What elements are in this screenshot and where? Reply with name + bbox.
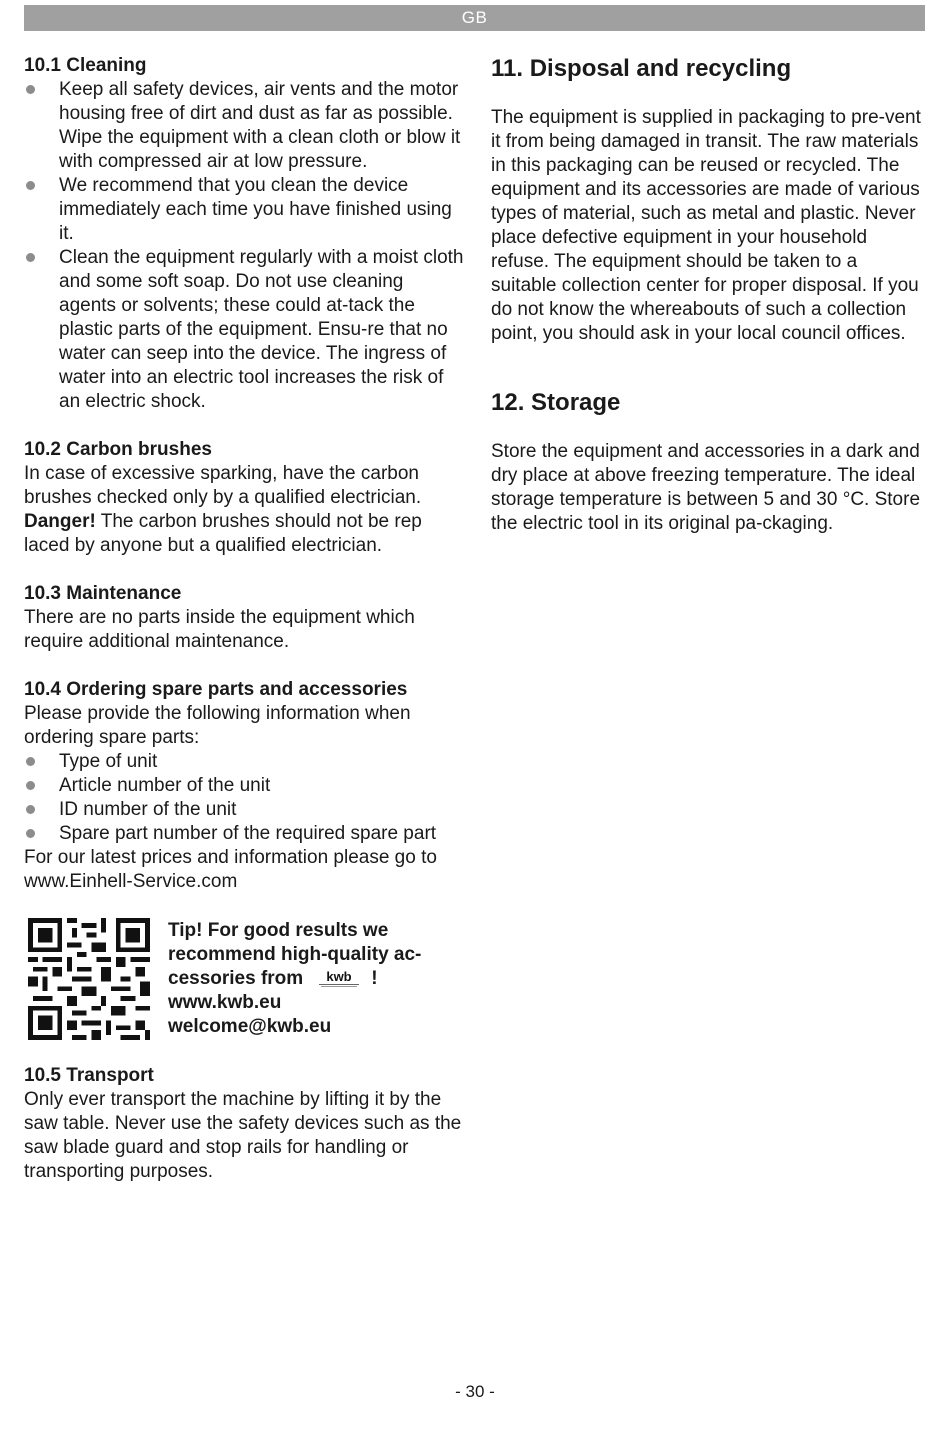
- maintenance-text: There are no parts inside the equipment which require additional maintenance.: [24, 607, 415, 652]
- list-item: Article number of the unit: [24, 774, 464, 798]
- kwb-logo-icon: [317, 969, 361, 989]
- list-item: ID number of the unit: [24, 798, 464, 822]
- service-link[interactable]: www.Einhell-Service.com: [24, 871, 238, 892]
- tip-block: [24, 918, 464, 1040]
- transport-text: Only ever transport the machine by lifting it by the saw table. Never use the safety devices such as the saw blade guard and stop rails for handling or transporting purposes.: [24, 1089, 462, 1182]
- list-item: Type of unit: [24, 750, 464, 774]
- list-item: Keep all safety devices, air vents and the motor housing free of dirt and dust as far as possible. Wipe the equipment with a clean cloth or blow it with compressed air at low pressure.: [24, 78, 464, 174]
- tip-line-end: !: [371, 968, 378, 989]
- ordering-list: [24, 750, 464, 846]
- cleaning-section: [24, 54, 464, 414]
- storage-text: Store the equipment and accessories in a dark and dry place at above freezing temperature. The ideal storage temperature is between 5 and 30 °C. Store the electric tool in its original pa-ckaging.: [491, 441, 921, 534]
- right-column: [491, 54, 923, 560]
- cleaning-heading: 10.1 Cleaning: [24, 55, 147, 76]
- disposal-text: The equipment is supplied in packaging to pre-vent it from being damaged in transit. The raw materials in this packaging can be reused or recycled. The equipment and its accessories are made of various types of material, such as metal and plastic. Never place defective equipment in your household refuse. The equipment should be taken to a suitable collection center for proper disposal. If you do not know the whereabouts of such a collection point, you should ask in your local council offices.: [491, 107, 921, 344]
- ordering-outro: For our latest prices and information please go to: [24, 847, 437, 868]
- tip-line: recommend high-quality ac-: [168, 944, 422, 965]
- tip-line-text: cessories from: [168, 968, 304, 989]
- storage-section: [491, 388, 923, 536]
- kwb-url-link[interactable]: www.kwb.eu: [168, 992, 282, 1013]
- kwb-logo-text: kwb: [326, 968, 352, 984]
- tip-line: Tip! For good results we: [168, 920, 389, 941]
- cleaning-list: [24, 78, 464, 414]
- list-item: Spare part number of the required spare part: [24, 822, 464, 846]
- danger-text: The carbon brushes should not be rep laced by anyone but a qualified electrician.: [24, 511, 422, 556]
- ordering-section: [24, 678, 464, 894]
- qr-code-icon[interactable]: [28, 918, 150, 1040]
- carbon-brushes-body: In case of excessive sparking, have the carbon brushes checked only by a qualified electrician.: [24, 463, 422, 508]
- tip-line: [168, 967, 421, 991]
- left-column: [24, 54, 464, 1208]
- storage-heading: 12. Storage: [491, 389, 621, 416]
- danger-label: Danger!: [24, 511, 96, 532]
- ordering-intro: Please provide the following information when ordering spare parts:: [24, 703, 411, 748]
- language-label: GB: [461, 8, 488, 27]
- disposal-section: [491, 54, 923, 346]
- disposal-heading: 11. Disposal and recycling: [491, 55, 792, 82]
- tip-text: [168, 919, 421, 1040]
- language-header-bar: [24, 5, 925, 31]
- transport-heading: 10.5 Transport: [24, 1065, 154, 1086]
- carbon-brushes-text: [24, 462, 464, 558]
- list-item: Clean the equipment regularly with a moist cloth and some soft soap. Do not use cleaning agents or solvents; these could at-tack the plastic parts of the equipment. Ensu-re that no water can seep into the device. The ingress of water into an electric tool increases the risk of an electric shock.: [24, 246, 464, 414]
- kwb-email-link[interactable]: welcome@kwb.eu: [168, 1016, 332, 1037]
- maintenance-section: [24, 582, 464, 654]
- list-item: We recommend that you clean the device immediately each time you have finished using it.: [24, 174, 464, 246]
- page-number: - 30 -: [455, 1382, 495, 1401]
- ordering-heading: 10.4 Ordering spare parts and accessories: [24, 679, 408, 700]
- transport-section: [24, 1064, 464, 1184]
- carbon-brushes-heading: 10.2 Carbon brushes: [24, 439, 212, 460]
- maintenance-heading: 10.3 Maintenance: [24, 583, 182, 604]
- carbon-brushes-section: [24, 438, 464, 558]
